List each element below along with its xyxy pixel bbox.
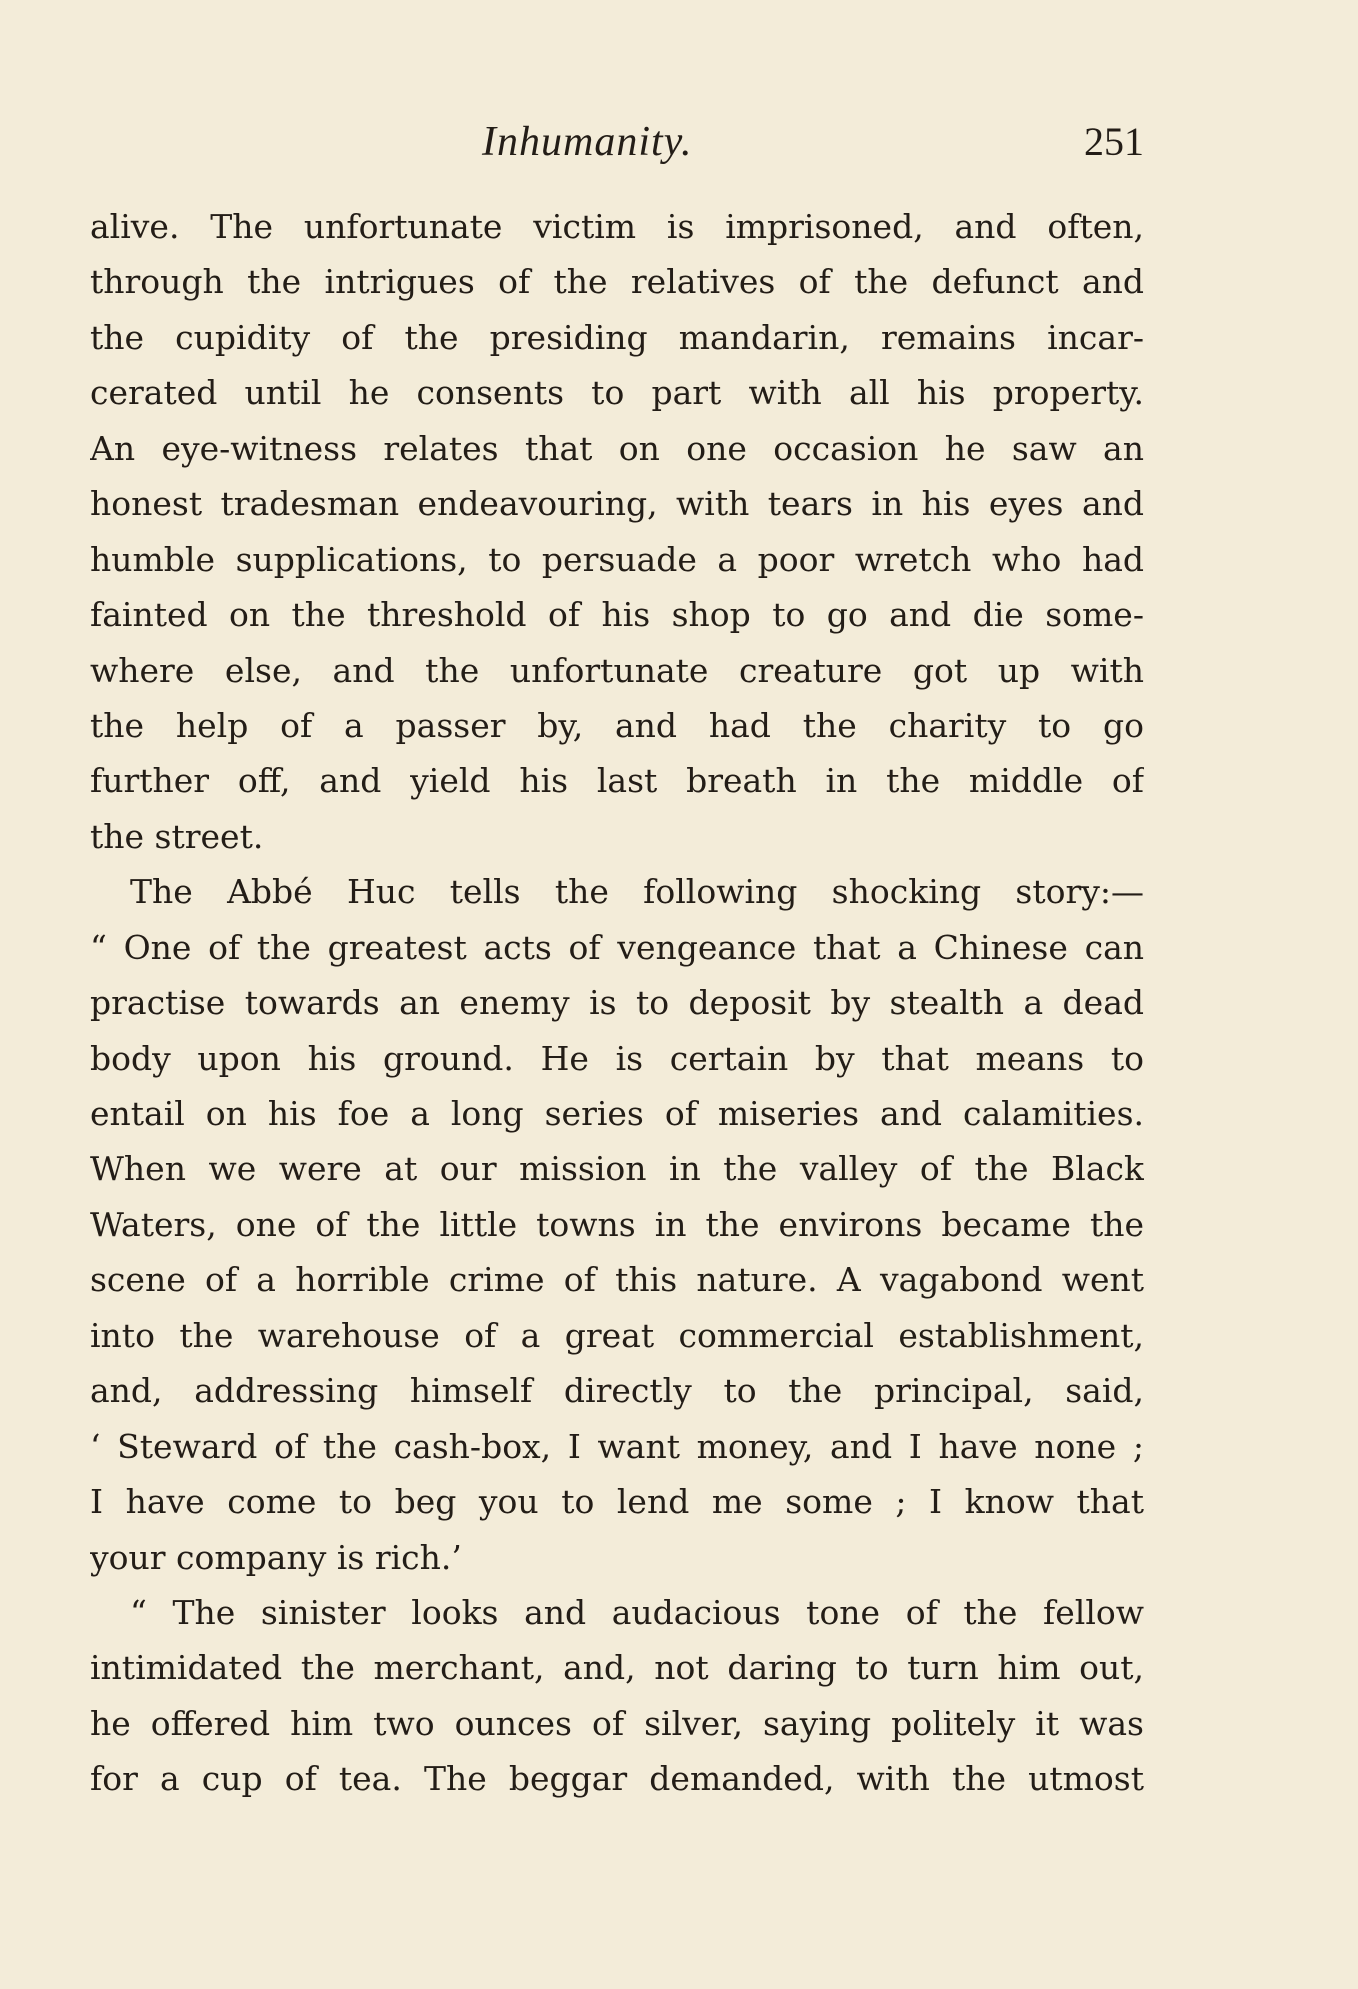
page-header	[90, 112, 1144, 172]
page-number: 251	[1084, 119, 1144, 164]
text-line: for a cup of tea. The beggar demanded, with the utmost	[90, 1759, 1144, 1799]
text-line: The Abbé Huc tells the following shocking story:—	[130, 872, 1144, 912]
text-line: the street.	[90, 816, 264, 856]
text-line: practise towards an enemy is to deposit by stealth a dead	[90, 983, 1144, 1023]
text-line: honest tradesman endeavouring, with tears in his eyes and	[90, 484, 1144, 524]
text-line: fainted on the threshold of his shop to go and die some-	[90, 595, 1144, 635]
text-line: “ One of the greatest acts of vengeance that a Chinese can	[90, 927, 1144, 967]
text-line: into the warehouse of a great commercial establishment,	[90, 1315, 1144, 1355]
text-line: the cupidity of the presiding mandarin, remains incar-	[90, 317, 1144, 357]
text-line: Waters, one of the little towns in the environs became the	[90, 1204, 1144, 1244]
text-line: body upon his ground. He is certain by that means to	[90, 1038, 1144, 1078]
text-line: scene of a horrible crime of this nature. A vagabond went	[90, 1260, 1144, 1300]
text-line: through the intrigues of the relatives of the defunct and	[90, 262, 1144, 302]
text-line: further off, and yield his last breath in the middle of	[90, 761, 1144, 801]
text-line: An eye-witness relates that on one occasion he saw an	[90, 428, 1144, 468]
text-line: I have come to beg you to lend me some ; I know that	[90, 1482, 1144, 1522]
text-line: your company is rich.’	[90, 1537, 462, 1577]
text-line: cerated until he consents to part with all his property.	[90, 373, 1144, 413]
text-line: where else, and the unfortunate creature got up with	[90, 650, 1144, 690]
text-line: alive. The unfortunate victim is imprisoned, and often,	[90, 207, 1144, 246]
text-line: humble supplications, to persuade a poor wretch who had	[90, 539, 1144, 579]
text-line: he offered him two ounces of silver, saying politely it was	[90, 1703, 1144, 1743]
text-line: the help of a passer by, and had the charity to go	[90, 705, 1144, 745]
running-title: Inhumanity.	[482, 119, 693, 165]
text-line: When we were at our mission in the valley of the Black	[90, 1149, 1144, 1189]
text-line: and, addressing himself directly to the principal, said,	[90, 1371, 1144, 1411]
text-line: “ The sinister looks and audacious tone of the fellow	[130, 1592, 1144, 1632]
text-line: ‘ Steward of the cash-box, I want money, and I have none ;	[90, 1426, 1144, 1466]
body-text	[90, 199, 1144, 1807]
text-line: entail on his foe a long series of miseries and calamities.	[90, 1094, 1144, 1133]
text-line: intimidated the merchant, and, not daring to turn him out,	[90, 1648, 1144, 1688]
